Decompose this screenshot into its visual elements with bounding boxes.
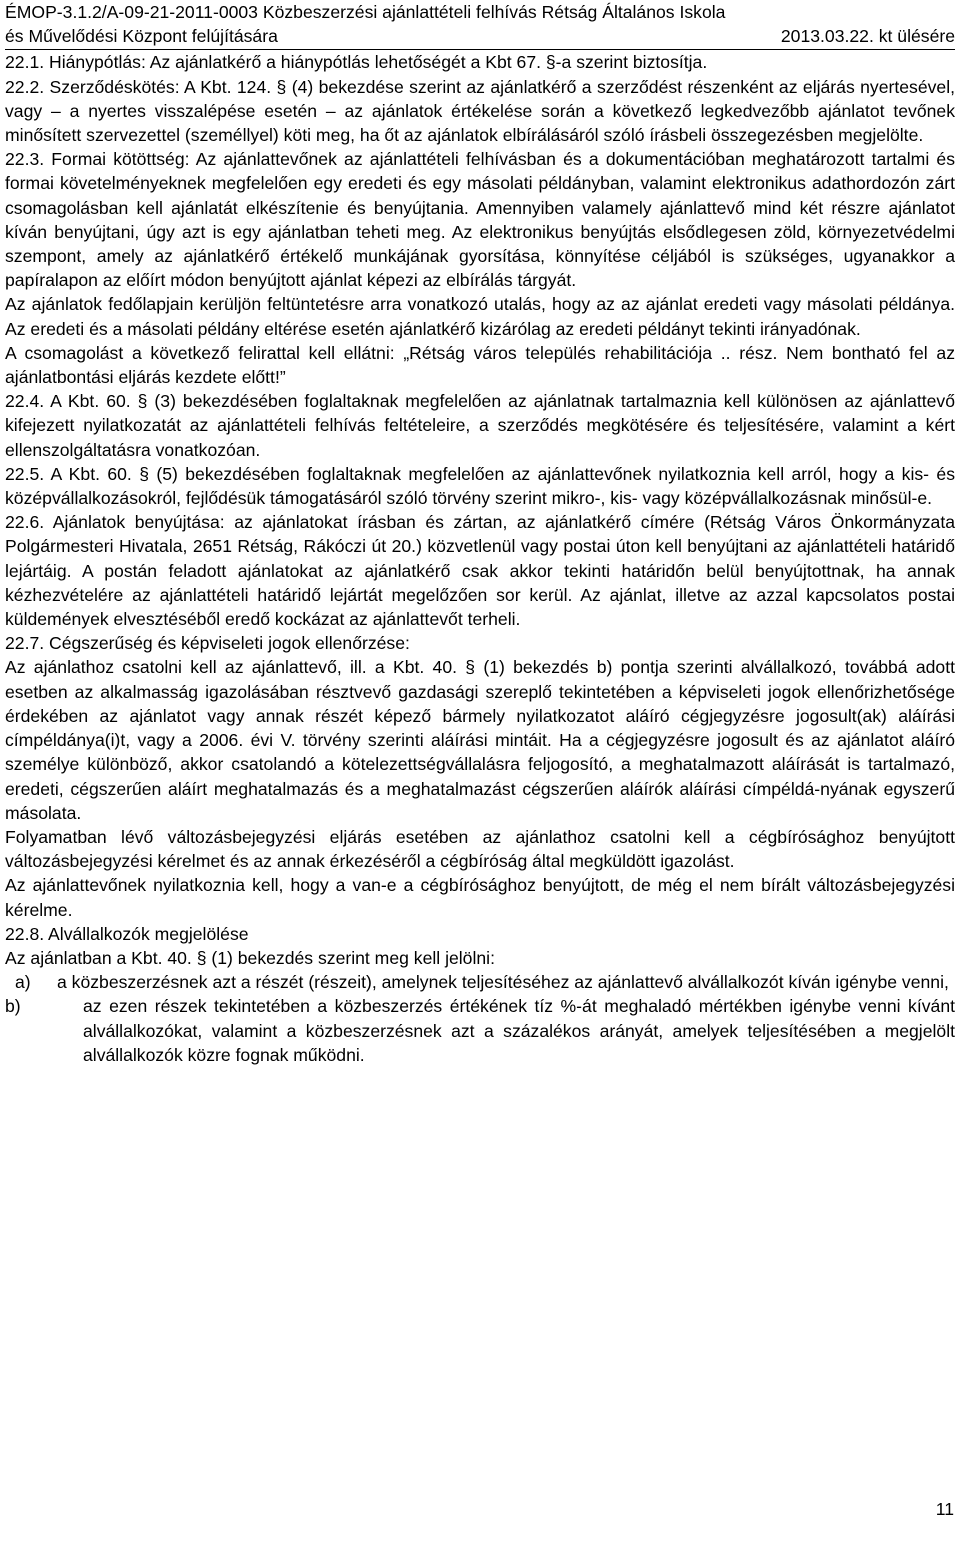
list-item-text: a közbeszerzésnek azt a részét (részeit), amelynek teljesítéséhez az ajánlattevő alvállalkozót kíván igénybe venni,: [57, 972, 949, 993]
list-item: [5, 970, 955, 994]
page-header: [5, 0, 955, 50]
list-marker: a): [15, 972, 31, 993]
paragraph-valtozasbejegyzes: Folyamatban lévő változásbejegyzési eljárás esetében az ajánlathoz csatolni kell a cégbírósághoz benyújtott változásbejegyzési kérelmet és az annak érkezéséről a cégbíróság által megküldött igazolást.: [5, 826, 955, 872]
document-page: [5, 0, 955, 1067]
list-marker: b): [5, 996, 21, 1017]
document-body: [5, 50, 955, 1067]
paragraph-formai-kototseg: 22.3. Formai kötöttség: Az ajánlattevőnek az ajánlattételi felhívásban és a dokumentációban meghatározott tartalmi és formai követelményeknek megfelelően egy eredeti és egy másolati példányban, valamint elektronikus adathordozón zárt csomagolásban kell ajánlatát elkészítenie és benyújtania. Amennyiben valamely ajánlattevő mind két részre ajánlatot kíván benyújtani, úgy azt is egy ajánlatban teheti meg. Az elektronikus benyújtás elsődlegesen zöld, környezetvédelmi szempont, amely az ajánlatkérő értékelő munkájának gyorsítása, könnyítése céljából is szükséges, ugyanakkor a papíralapon az előírt módon benyújtott ajánlat képezi az elbírálás tárgyát.: [5, 149, 955, 291]
header-project-name: és Művelődési Központ felújítására: [5, 26, 278, 47]
paragraph-alvallalkozok-heading: 22.8. Alvállalkozók megjelölése: [5, 923, 249, 944]
paragraph-nyilatkozat: Az ajánlattevőnek nyilatkoznia kell, hogy a van-e a cégbírósághoz benyújtott, de még el nem bírált változásbejegyzési kérelme.: [5, 875, 955, 920]
paragraph-fedolapok: Az ajánlatok fedőlapjain kerüljön feltüntetésre arra vonatkozó utalás, hogy az az ajánlat eredeti vagy másolati példánya. Az eredeti és a másolati példány eltérése esetén ajánlatkérő kizárólag az eredeti példányt tekinti irányadónak.: [5, 294, 955, 339]
paragraph-kbt-60-3: 22.4. A Kbt. 60. § (3) bekezdésében foglaltaknak megfelelően az ajánlatnak tartalmaznia kell különösen az ajánlattevő kifejezett nyilatkozatát az ajánlattételi felhívás feltételeire, a szerződés megkötésére és teljesítésére, valamint a kért ellenszolgáltatásra vonatkozóan.: [5, 391, 955, 460]
paragraph-csomagolas: A csomagolást a következő felirattal kell ellátni: „Rétság város település rehabilitációja .. rész. Nem bontható fel az ajánlatbontási eljárás kezdete előtt!”: [5, 342, 955, 388]
paragraph-szerzodeskotes: 22.2. Szerződéskötés: A Kbt. 124. § (4) bekezdése szerint az ajánlatkérő a szerződést részenként az eljárás nyertesével, vagy – a nyertes visszalépése esetén – az ajánlatok értékelése során a következő legkedvezőbb ajánlatot tevőnek minősített szervezettel (személlyel) köti meg, ha őt az ajánlatok elbírálásáról szóló írásbeli összegezésben megjelölte.: [5, 76, 955, 146]
list-item: [5, 994, 955, 1067]
paragraph-hianypotlas: 22.1. Hiánypótlás: Az ajánlatkérő a hiánypótlás lehetőségét a Kbt 67. §-a szerint biztosítja.: [5, 52, 708, 73]
list-item-text: az ezen részek tekintetében a közbeszerzés értékének tíz %-át meghaladó mértékben igénybe venni kívánt alvállalkozókat, valamint a közbeszerzésnek azt a százalékos arányát, amelyek teljesítésében a megjelölt alvállalkozók közre fognak működni.: [83, 996, 955, 1065]
paragraph-cegszeruseg-heading: 22.7. Cégszerűség és képviseleti jogok ellenőrzése:: [5, 633, 410, 654]
paragraph-cegszeruseg: Az ajánlathoz csatolni kell az ajánlattevő, ill. a Kbt. 40. § (1) bekezdés b) pontja szerinti alvállalkozó, továbbá adott esetben az alkalmasság igazolásában résztvevő gazdasági szereplő tekintetében a képviseleti jogok ellenőrizhetősége érdekében az ajánlatot vagy annak részét képező bármely nyilatkozatot aláíró cégjegyzésre jogosult(ak) aláírási címpéldánya(i)t, vagy a 2006. évi V. törvény szerinti aláírási mintáit. Ha a cégjegyzésre jogosult és az ajánlatot aláíró személye különböző, akkor csatolandó a kötelezettségvállalásra feljogosító, a meghatalmazott aláírását is tartalmazó, eredeti, cégszerűen aláírt meghatalmazás és a meghatalmazást cégszerűen aláírók aláírási címpéldá-nyának egyszerű másolata.: [5, 657, 955, 823]
header-title-line: ÉMOP-3.1.2/A-09-21-2011-0003 Közbeszerzési ajánlattételi felhívás Rétság Általános Iskola: [5, 2, 726, 22]
page-number: 11: [935, 1499, 954, 1519]
paragraph-benyujtas: 22.6. Ajánlatok benyújtása: az ajánlatokat írásban és zártan, az ajánlatkérő címére (Rétság Város Önkormányzata Polgármesteri Hivatala, 2651 Rétság, Rákóczi út 20.) közvetlenül vagy postai úton kell benyújtani az ajánlattételi határidő lejártáig. A postán feladott ajánlatokat az ajánlatkérő csak akkor tekinti határidőn belül benyújtottnak, ha annak kézhezvételére az ajánlattételi határidő lejártát megelőzően sor kerül. Az ajánlat, illetve az azzal kapcsolatos postai küldemények elvesztéséből eredő kockázat az ajánlattevőt terheli.: [5, 512, 955, 630]
header-meeting-date: 2013.03.22. kt ülésére: [780, 26, 955, 47]
paragraph-megjelolni: Az ajánlatban a Kbt. 40. § (1) bekezdés szerint meg kell jelölni:: [5, 947, 495, 968]
paragraph-kbt-60-5: 22.5. A Kbt. 60. § (5) bekezdésében foglaltaknak megfelelően az ajánlattevőnek nyilatkoznia kell arról, hogy a kis- és középvállalkozásokról, fejlődésük támogatásáról szóló törvény szerint mikro-, kis- vagy középvállalkozásnak minősül-e.: [5, 463, 955, 509]
